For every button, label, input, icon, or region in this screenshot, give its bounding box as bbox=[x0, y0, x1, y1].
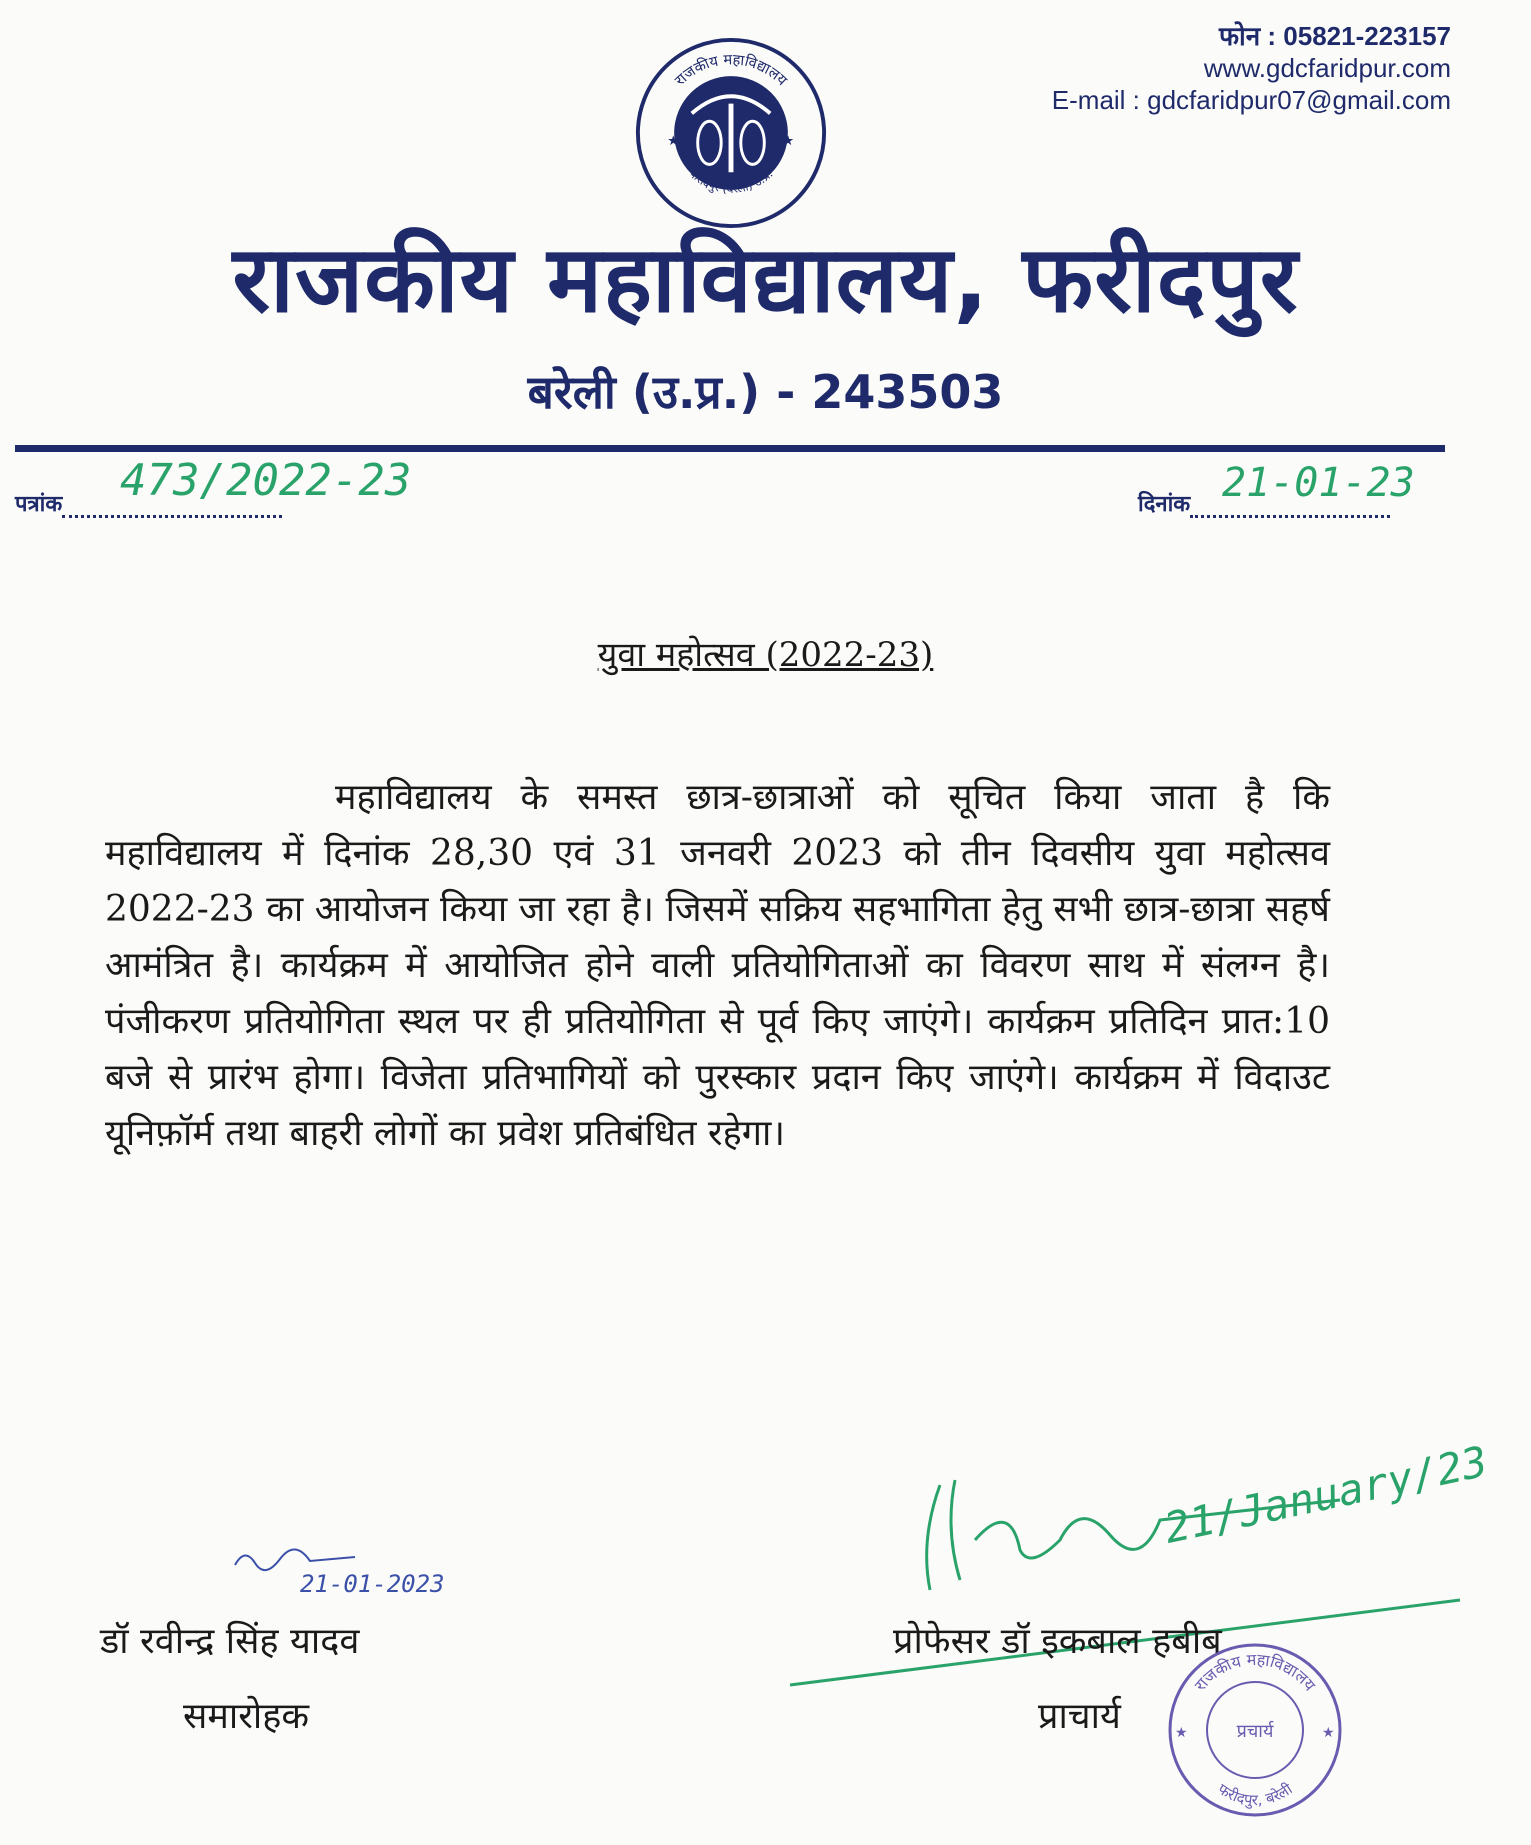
college-emblem bbox=[633, 35, 829, 231]
contact-block bbox=[1052, 20, 1451, 116]
left-handwritten-date: 21-01-2023 bbox=[300, 1570, 445, 1598]
subject-text: युवा महोत्सव (2022-23) bbox=[597, 635, 934, 675]
stamp-bottom-text: फरीदपुर, बरेली bbox=[1214, 1779, 1296, 1810]
stamp-center-text: प्रचार्य bbox=[1236, 1721, 1274, 1742]
college-name: राजकीय महाविद्यालय, फरीदपुर bbox=[232, 226, 1299, 333]
phone-number: फोन : 05821-223157 bbox=[1218, 21, 1451, 51]
dinank-value: 21-01-23 bbox=[1222, 460, 1415, 506]
svg-text:★: ★ bbox=[781, 132, 795, 149]
left-signatory-name: डॉ रवीन्द्र सिंह यादव bbox=[100, 1621, 360, 1662]
notice-subject bbox=[0, 630, 1531, 676]
right-signatory-name: प्रोफेसर डॉ इकबाल हबीब bbox=[893, 1621, 1222, 1662]
email-address: E-mail : gdcfaridpur07@gmail.com bbox=[1051, 85, 1451, 115]
svg-text:★: ★ bbox=[667, 132, 680, 149]
college-address: बरेली (उ.प्र.) - 243503 bbox=[527, 365, 1004, 419]
svg-text:★: ★ bbox=[1175, 1725, 1188, 1741]
left-signatory-designation: समारोहक bbox=[183, 1696, 310, 1737]
header-divider bbox=[15, 445, 1445, 452]
website: www.gdcfaridpur.com bbox=[1203, 53, 1451, 83]
svg-text:फरीदपुर, बरेली bbox=[1214, 1779, 1296, 1810]
stamp-top-text: राजकीय महाविद्यालय bbox=[1190, 1649, 1320, 1695]
patrank-label: पत्रांक bbox=[15, 492, 63, 517]
right-signatory-designation: प्राचार्य bbox=[1038, 1696, 1121, 1737]
patrank-value: 473/2022-23 bbox=[120, 455, 412, 506]
emblem-bottom-text: फरीदपुर (बरेली) उ.प्र. bbox=[686, 166, 776, 196]
emblem-top-text: राजकीय महाविद्यालय bbox=[671, 51, 791, 90]
principal-stamp bbox=[1165, 1640, 1345, 1820]
svg-text:★: ★ bbox=[1322, 1725, 1335, 1741]
dinank-label: दिनांक bbox=[1138, 492, 1191, 517]
principal-handwritten-date: 21/January/23 bbox=[1160, 1436, 1492, 1553]
notice-body: महाविद्यालय के समस्त छात्र-छात्राओं को सूचित किया जाता है कि महाविद्यालय में दिनांक 28,30 एवं 31 जनवरी 2023 को तीन दिवसीय युवा महोत्सव 2022-23 का आयोजन किया जा रहा है। जिसमें सक्रिय सहभागिता हेतु सभी छात्र-छात्रा सहर्ष आमंत्रित है। कार्यक्रम में आयोजित होने वाली प्रतियोगिताओं का विवरण साथ में संलग्न है। पंजीकरण प्रतियोगिता स्थल पर ही प्रतियोगिता से पूर्व किए जाएंगे। कार्यक्रम प्रतिदिन प्रात:10 बजे से प्रारंभ होगा। विजेता प्रतिभागियों को पुरस्कार प्रदान किए जाएंगे। कार्यक्रम में विदाउट यूनिफ़ॉर्म तथा बाहरी लोगों का प्रवेश प्रतिबंधित रहेगा। bbox=[105, 777, 1330, 1154]
